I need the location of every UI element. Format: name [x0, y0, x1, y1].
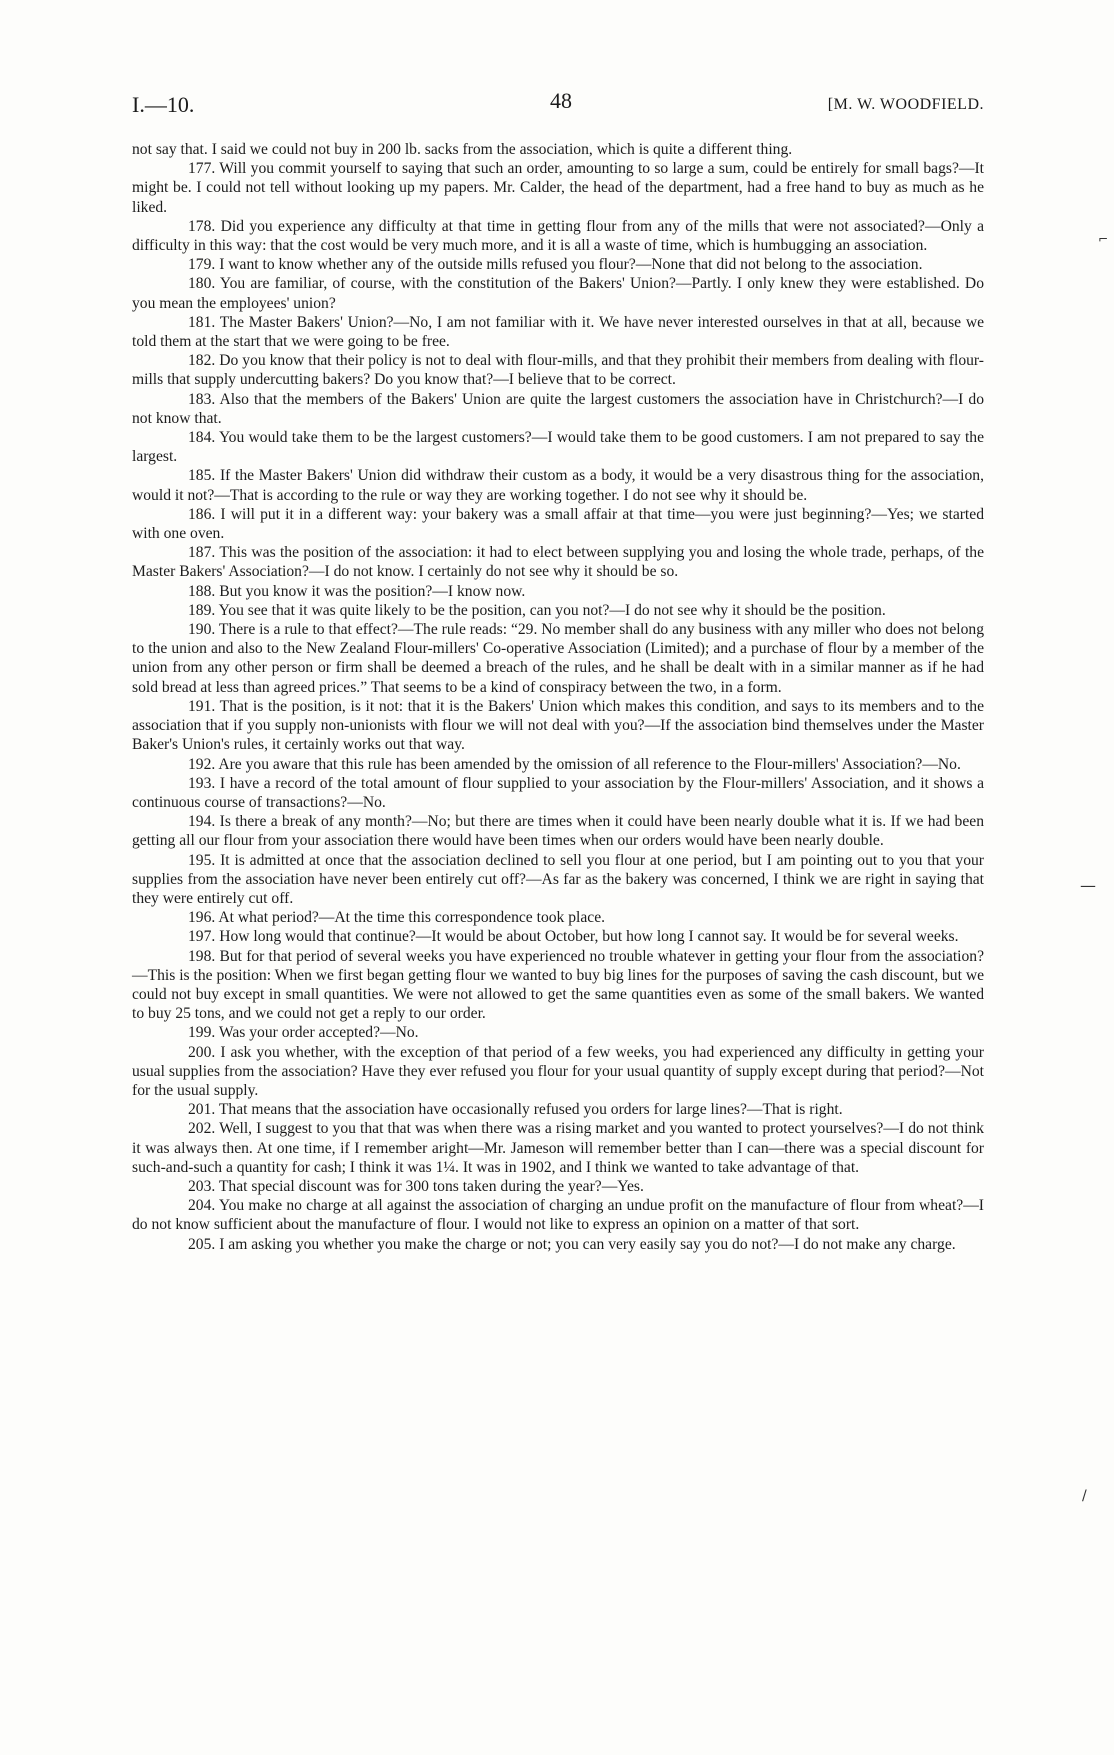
question-answer-paragraph: 188. But you know it was the position?—I know now. [188, 582, 526, 600]
question-answer-paragraph: 202. Well, I suggest to you that that was when there was a rising market and you wanted to protect yourselves?—I do not think it was always then. At one time, if I remember aright—Mr. Jameson will remember better than I can—there was a special discount for such-and-such a quantity for cash; I think it was 1¼. It was in 1902, and I think we wanted to take advantage of that. [132, 1120, 984, 1176]
question-answer-paragraph: 179. I want to know whether any of the outside mills refused you flour?—None that did not belong to the association. [188, 256, 923, 274]
question-answer-paragraph: 190. There is a rule to that effect?—The rule reads: “29. No member shall do any business with any miller who does not belong to the union and also to the New Zealand Flour-millers' Co-operative Association (Limited); and a purchase of flour by a member of the union from any other person or firm shall be deemed a breach of the rules, and he shall be dealt with in a similar manner as if he had sold bread at less than agreed prices.” That seems to be a kind of conspiracy between the two, in a form. [132, 621, 984, 696]
question-answer-paragraph: 180. You are familiar, of course, with the constitution of the Bakers' Union?—Partly. I only knew they were established. Do you mean the employees' union? [132, 275, 984, 312]
question-answer-paragraph: 185. If the Master Bakers' Union did withdraw their custom as a body, it would be a very disastrous thing for the association, would it not?—That is according to the rule or way they are working together. I do not see why it should be. [132, 467, 984, 504]
question-answer-paragraph: 184. You would take them to be the largest customers?—I would take them to be good customers. I am not prepared to say the largest. [132, 429, 984, 466]
evidence-text [132, 140, 984, 1254]
question-answer-paragraph: 205. I am asking you whether you make the charge or not; you can very easily say you do not?—I do not make any charge. [188, 1235, 956, 1253]
question-answer-paragraph: 177. Will you commit yourself to saying that such an order, amounting to so large a sum, could be entirely for small bags?—It might be. I could not tell without looking up my papers. Mr. Calder, the head of the department, had a free hand to buy as much as he liked. [132, 160, 984, 216]
paper-reference: I.—10. [132, 92, 195, 117]
question-answer-paragraph: 182. Do you know that their policy is not to deal with flour-mills, and that they prohibit their members from dealing with flour-mills that supply undercutting bakers? Do you know that?—I believe that to be correct. [132, 352, 984, 389]
question-answer-paragraph: 193. I have a record of the total amount of flour supplied to your association by the Flour-millers' Association, and it shows a continuous course of transactions?—No. [132, 774, 984, 811]
question-answer-paragraph: 187. This was the position of the association: it had to elect between supplying you and losing the whole trade, perhaps, of the Master Bakers' Association?—I do not know. I certainly do not see why it should be so. [132, 544, 984, 581]
question-answer-paragraph: 201. That means that the association have occasionally refused you orders for large lines?—That is right. [188, 1101, 843, 1119]
question-answer-paragraph: 183. Also that the members of the Bakers' Union are quite the largest customers the association have in Christchurch?—I do not know that. [132, 390, 984, 427]
question-answer-paragraph: 200. I ask you whether, with the exception of that period of a few weeks, you had experienced any difficulty in getting your usual supplies from the association? Have they ever refused you flour for your usual quantity of supply except during that period?—Not for the usual supply. [132, 1043, 984, 1099]
continued-paragraph: not say that. I said we could not buy in 200 lb. sacks from the association, which is quite a different thing. [132, 141, 793, 158]
question-answer-paragraph: 203. That special discount was for 300 tons taken during the year?—Yes. [188, 1177, 644, 1195]
question-answer-paragraph: 194. Is there a break of any month?—No; but there are times when it could have been nearly double what it is. If we had been getting all our flour from your association there would have been times when our orders would have been nearly double. [132, 813, 984, 850]
question-answer-paragraph: 196. At what period?—At the time this correspondence took place. [188, 909, 606, 927]
question-answer-paragraph: 198. But for that period of several weeks you have experienced no trouble whatever in getting your flour from the association?—This is the position: When we first began getting flour we wanted to buy big lines for the purposes of saving the cash discount, but we could not buy except in small quantities. We were not allowed to get the same quantities even as some of the small bakers. We wanted to buy 25 tons, and we could not get a reply to our order. [132, 947, 985, 1023]
question-answer-paragraph: 192. Are you aware that this rule has been amended by the omission of all reference to the Flour-millers' Association?—No. [188, 755, 961, 773]
question-answer-paragraph: 186. I will put it in a different way: your bakery was a small affair at that time—you were just beginning?—Yes; we started with one oven. [132, 505, 984, 543]
question-answer-paragraph: 181. The Master Bakers' Union?—No, I am not familiar with it. We have never interested ourselves in that at all, because we told them at the start that we were going to be free. [132, 313, 984, 351]
margin-mark: — [1080, 876, 1096, 895]
question-answer-paragraph: 199. Was your order accepted?—No. [188, 1024, 419, 1042]
question-answer-paragraph: 197. How long would that continue?—It would be about October, but how long I cannot say. It would be for several weeks. [188, 928, 959, 946]
witness-name: [M. W. WOODFIELD. [827, 96, 984, 113]
question-answer-paragraph: 189. You see that it was quite likely to be the position, can you not?—I do not see why it should be the position. [188, 601, 886, 619]
question-answer-paragraph: 178. Did you experience any difficulty at that time in getting flour from any of the mills that were not associated?—Only a difficulty in this way: that the cost would be very much more, and it is all a waste of time, which is humbugging an association. [132, 217, 984, 255]
question-answer-paragraph: 191. That is the position, is it not: that it is the Bakers' Union which makes this condition, and says to its members and to the association that if you supply non-unionists with flour we will not deal with you?—If the association bind themselves under the Master Baker's Union's rules, it certainly works out that way. [132, 697, 984, 754]
question-answer-paragraph: 195. It is admitted at once that the association declined to sell you flour at one period, but I am pointing out to you that your supplies from the association have never been entirely cut off?—As far as the bakery was concerned, I think we are right in saying that they were entirely cut off. [132, 851, 984, 907]
page-header [132, 88, 984, 120]
margin-mark: / [1082, 1488, 1087, 1504]
question-answer-paragraph: 204. You make no charge at all against the association of charging an undue profit on the manufacture of flour from wheat?—I do not know sufficient about the manufacture of flour. I would not like to express an opinion on a matter of that sort. [132, 1197, 984, 1234]
page-number: 48 [550, 88, 572, 113]
margin-mark: ⌐ [1098, 232, 1109, 246]
